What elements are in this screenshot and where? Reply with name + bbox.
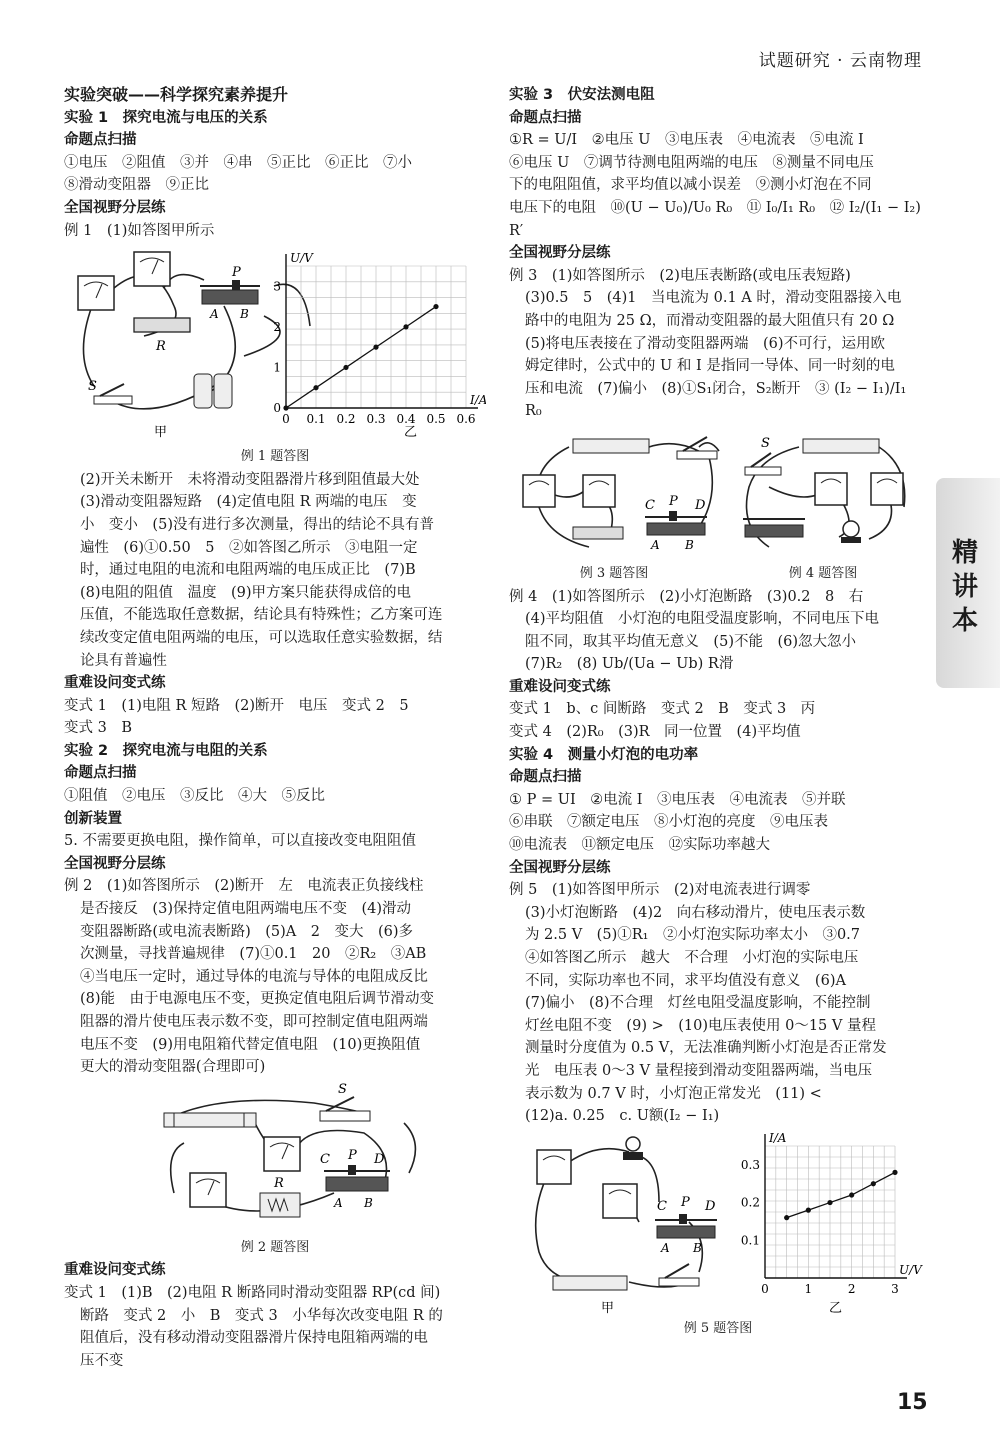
battery-icon	[164, 1113, 256, 1127]
ex2-answer-line: 次测量，寻找普遍规律 (7)①0.1 20 ②R₂ ③AB	[79, 946, 427, 963]
ex4-answer-line: (7)R₂ (8) Ub/(Ua − Ub) R滑	[524, 656, 734, 673]
variant-line: 变式 1 b、c 间断路 变式 2 B 变式 3 丙	[509, 701, 816, 718]
voltmeter-icon	[264, 1137, 300, 1171]
ex2-answer-line: 是否接反 (3)保持定值电阻两端电压不变 (4)滑动	[79, 901, 412, 918]
ex5-answer-line: 为 2.5 V (5)①R₁ ②小灯泡实际功率太小 ③0.7	[524, 927, 861, 944]
ex3-label-c: C	[645, 497, 655, 513]
x-tick-label: 0.1	[306, 412, 326, 427]
ex5-answer-line: 表示数为 0.7 V 时，小灯泡正常发光 (11) <	[524, 1085, 822, 1102]
y-tick-label: 3	[273, 279, 281, 294]
exp3-scan-line: ①R = U/I ②电压 U ③电压表 ④电流表 ⑤电流 I	[509, 132, 864, 149]
ex3-answers	[509, 265, 927, 423]
ex2-answer-line: (8)能 由于电源电压不变，更换定值电阻后调节滑动变	[79, 991, 434, 1008]
data-point	[343, 365, 348, 370]
x-tick-label: 0	[761, 1281, 769, 1296]
ex4-answer-line: (4)平均阻值 小灯泡的电阻受温度影响，不同电压下电	[524, 611, 879, 628]
data-point	[283, 406, 288, 411]
ex5-answer-line: 测量时分度值为 0.5 V，无法准确判断小灯泡是否正常发	[524, 1040, 887, 1057]
x-tick-label: 0.4	[396, 412, 416, 427]
exp2-layer-heading: 全国视野分层练	[64, 855, 166, 872]
right-column	[509, 84, 927, 1340]
left-column	[64, 84, 486, 1372]
y-tick-label: 1	[273, 360, 281, 375]
ex5-answer-line: (12)a. 0.25 c. U额(I₂ − I₁)	[524, 1108, 720, 1125]
rheostat-icon	[655, 1214, 717, 1238]
resistor-icon	[134, 318, 190, 332]
x-tick-label: 2	[847, 1281, 856, 1296]
exp3-scan-line: 下的电阻阻值，求平均值以减小误差 ⑨测小灯泡在不同	[509, 177, 872, 194]
ex5-answer-line: ④如答图乙所示 越大 不合理 小灯泡的实际电压	[524, 950, 859, 966]
ex1-circuit-and-graph	[64, 246, 486, 442]
ex2-answers	[64, 875, 486, 1078]
ex2-label-a: A	[334, 1195, 343, 1210]
ex3-label-a: A	[651, 537, 660, 552]
variant-line: 阻值后，没有移动滑动变阻器滑片保持电阻箱两端的电	[79, 1330, 428, 1347]
ex5-graph	[741, 1132, 923, 1296]
ex2-answer-line: 阻器的滑片使电压表示数不变，即可控制定值电阻两端	[79, 1014, 428, 1030]
y-axis-label: U/V	[290, 251, 313, 266]
ex5-label-d: D	[705, 1198, 716, 1214]
exp2-scan-heading: 命题点扫描	[64, 765, 137, 782]
ex3-ex4-captions	[509, 563, 927, 586]
figure-ex1	[64, 246, 486, 442]
ex4-label-s: S	[761, 435, 770, 451]
data-point	[892, 1170, 897, 1175]
exp1-scan-line: ①电压 ②阻值 ③并 ④串 ⑤正比 ⑥正比 ⑦小	[64, 154, 412, 171]
switch-icon	[659, 1264, 699, 1286]
ex5-answer-line: 灯丝电阻不变 (9) > (10)电压表使用 0～15 V 量程	[524, 1017, 876, 1034]
exp3-title: 实验 3 伏安法测电阻	[509, 87, 655, 103]
ex1-answer-line: 小 变小 (5)没有进行多次测量，得出的结论不具有普	[79, 516, 434, 533]
data-point	[849, 1192, 854, 1197]
ex5-caption: 例 5 题答图	[683, 1320, 753, 1336]
exp4-layer-heading: 全国视野分层练	[509, 859, 611, 876]
x-tick-label: 0.3	[366, 412, 386, 427]
innovation-heading: 创新装置	[64, 810, 122, 827]
exp1-scan-heading: 命题点扫描	[64, 132, 137, 149]
data-point	[433, 304, 438, 309]
rheostat-icon	[324, 1165, 390, 1191]
data-point	[373, 345, 378, 350]
voltmeter-icon	[134, 252, 170, 286]
ex2-answer-line: 电压不变 (9)用电阻箱代替定值电阻 (10)更换阻值	[79, 1036, 421, 1053]
hard-heading: 重难设问变式练	[64, 1262, 166, 1279]
variant-line: 压不变	[79, 1352, 124, 1369]
ex3-label-d: D	[695, 497, 706, 513]
exp1-layer-heading: 全国视野分层练	[64, 199, 166, 216]
ammeter-icon	[603, 1184, 637, 1218]
ex5-answers	[509, 879, 927, 1128]
ex5-label-p: P	[681, 1194, 690, 1210]
data-point	[403, 324, 408, 329]
exp3-layer-heading: 全国视野分层练	[509, 245, 611, 262]
resistor-icon	[260, 1193, 300, 1217]
y-tick-label: 0.2	[740, 1195, 760, 1210]
hard-heading: 重难设问变式练	[64, 675, 166, 692]
ex5-label-jia: 甲	[601, 1300, 615, 1314]
ex5-answer-line: (3)小灯泡断路 (4)2 向右移动滑片，使电压表示数	[524, 904, 866, 921]
ex2-caption: 例 2 题答图	[240, 1239, 310, 1255]
ex1-label-jia: 甲	[154, 425, 168, 441]
y-tick-label: 0.3	[740, 1157, 760, 1172]
x-tick-label: 0.5	[426, 412, 446, 427]
switch-icon	[94, 384, 132, 404]
ex3-answer-line: (5)将电压表接在了滑动变阻器两端 (6)不可行，运用欧	[524, 335, 886, 352]
ex3-answer-line: (3)0.5 5 (4)1 当电流为 0.1 A 时，滑动变阻器接入电	[524, 290, 902, 307]
y-axis-label: I/A	[769, 1131, 787, 1145]
rheostat-icon	[645, 511, 707, 535]
ex5-answer-line: 光 电压表 0～3 V 量程接到滑动变阻器两端，当电压	[524, 1062, 873, 1079]
ex3-ex4-circuits	[509, 427, 927, 559]
ex2-label-d: D	[374, 1151, 385, 1167]
ex1-label-s: S	[88, 379, 97, 395]
ex5-answer-line: 例 5 (1)如答图甲所示 (2)对电流表进行调零	[509, 882, 811, 899]
side-tab-label: 精讲本	[951, 538, 978, 636]
battery-icon	[803, 439, 879, 453]
y-tick-label: 2	[273, 320, 281, 335]
lamp-icon	[623, 1137, 643, 1160]
x-tick-label: 0.2	[336, 412, 356, 427]
voltmeter-icon	[871, 473, 903, 505]
ex5-label-c: C	[657, 1198, 667, 1214]
x-tick-label: 1	[804, 1281, 813, 1296]
exp2-scan-line: ①阻值 ②电压 ③反比 ④大 ⑤反比	[64, 788, 325, 805]
ex1-answer-line: (8)电阻的阻值 温度 (9)甲方案只能获得成倍的电	[79, 584, 412, 601]
ex4-answer-line: 例 4 (1)如答图所示 (2)小灯泡断路 (3)0.2 8 右	[509, 588, 864, 605]
ex2-label-b: B	[364, 1195, 373, 1210]
ex1-answer-line: 论具有普遍性	[79, 652, 167, 669]
voltmeter-icon	[523, 475, 555, 507]
ex3-answer-line: 路中的电阻为 25 Ω，而滑动变阻器的最大阻值只有 20 Ω	[524, 312, 895, 329]
ex1-label-yi: 乙	[404, 425, 418, 441]
ex2-label-r: R	[274, 1175, 284, 1191]
voltmeter-icon	[537, 1150, 571, 1184]
ex1-intro: 例 1 (1)如答图甲所示	[64, 222, 215, 239]
variant-line: 变式 1 (1)电阻 R 短路 (2)断开 电压 变式 2 5	[64, 697, 409, 714]
ex1-caption: 例 1 题答图	[240, 449, 310, 465]
exp4-scan-line: ① P = UI ②电流 I ③电压表 ④电流表 ⑤并联	[509, 791, 846, 808]
data-point	[827, 1200, 832, 1205]
data-point	[784, 1215, 789, 1220]
exp3-scan-line: 电压下的电阻 ⑩(U − U₀)/U₀ R₀ ⑪ I₀/I₁ R₀ ⑫ I₂/(I₁ − I₂) R′	[509, 199, 921, 239]
figure-ex5	[509, 1132, 927, 1314]
ex5-answer-line: 不同，实际功率也不同，求平均值没有意义 (6)A	[524, 972, 846, 989]
ex5-label-b: B	[693, 1240, 702, 1255]
exp3-scan-heading: 命题点扫描	[509, 109, 582, 126]
ex4-answers	[509, 586, 927, 676]
ex1-answer-line: 时，通过电阻的电流和电阻两端的电压成正比 (7)B	[79, 562, 416, 579]
x-axis-label: U/V	[899, 1262, 922, 1277]
switch-icon	[677, 437, 717, 459]
section-title: 实验突破——科学探究素养提升	[64, 85, 289, 104]
page-header: 试题研究 · 云南物理	[758, 51, 922, 71]
rheostat-icon	[200, 280, 260, 304]
hard-heading: 重难设问变式练	[509, 678, 611, 695]
ex3-answer-line: 例 3 (1)如答图所示 (2)电压表断路(或电压表短路)	[509, 267, 851, 284]
resistor-icon	[573, 527, 623, 539]
exp1-scan-line: ⑧滑动变阻器 ⑨正比	[64, 177, 209, 194]
exp4-scan-line: ⑩电流表 ⑪额定电压 ⑫实际功率越大	[509, 837, 770, 854]
x-tick-label: 0.6	[456, 412, 476, 427]
lamp-icon	[841, 521, 861, 543]
y-tick-label: 0.1	[740, 1233, 760, 1248]
ex5-answer-line: (7)偏小 (8)不合理 灯丝电阻受温度影响，不能控制	[524, 995, 871, 1012]
ex1-answer-line: 续改变定值电阻两端的电压，可以选取任意实验数据，结	[79, 629, 443, 646]
variant-line: 断路 变式 2 小 B 变式 3 小华每次改变电阻 R 的	[79, 1307, 443, 1324]
ammeter-icon	[583, 475, 615, 507]
ex1-label-r: R	[156, 339, 166, 355]
page-number: 15	[897, 1390, 928, 1415]
ex5-label-yi: 乙	[829, 1300, 843, 1314]
ex2-answer-line: 更大的滑动变阻器(合理即可)	[79, 1059, 266, 1076]
ex1-answers	[64, 469, 486, 672]
data-point	[871, 1181, 876, 1186]
variant-line: 变式 1 (1)B (2)电阻 R 断路同时滑动变阻器 RP(cd 间)	[64, 1284, 441, 1301]
data-point	[313, 385, 318, 390]
ex1-label-p: P	[232, 265, 241, 281]
figure-ex3-ex4	[509, 427, 927, 559]
variant-line: 变式 3 B	[64, 720, 132, 737]
ex4-answer-line: 阻不同，取其平均值无意义 (5)不能 (6)忽大忽小	[524, 633, 857, 650]
rheostat-icon	[743, 519, 805, 537]
exp1-title: 实验 1 探究电流与电压的关系	[64, 109, 268, 126]
ex3-answer-line: 姆定律时，公式中的 U 和 I 是指同一导体、同一时刻的电	[524, 358, 895, 375]
ex2-answer-line: 变阻器断路(或电流表断路) (5)A 2 变大 (6)多	[79, 923, 414, 940]
ex1-label-a: A	[210, 307, 219, 322]
ex3-label-p: P	[669, 493, 678, 509]
ex2-label-c: C	[320, 1151, 330, 1167]
ex1-label-b: B	[240, 307, 249, 322]
exp4-title: 实验 4 测量小灯泡的电功率	[509, 746, 699, 763]
variant-line: 变式 4 (2)R₀ (3)R 同一位置 (4)平均值	[509, 724, 801, 741]
exp2-title: 实验 2 探究电流与电阻的关系	[64, 742, 268, 759]
exp3-scan-line: ⑥电压 U ⑦调节待测电阻两端的电压 ⑧测量不同电压	[509, 154, 874, 171]
ex3-answer-line: 压和电流 (7)偏小 (8)①S₁闭合，S₂断开 ③ (I₂ − I₁)/I₁ R₀	[524, 380, 907, 420]
ex5-circuit-and-graph	[509, 1132, 927, 1314]
ex2-circuit	[64, 1083, 486, 1233]
x-tick-label: 0	[282, 412, 290, 427]
exp4-scan-heading: 命题点扫描	[509, 769, 582, 786]
side-tab	[936, 478, 1000, 688]
figure-ex2	[64, 1083, 486, 1233]
battery-icon	[194, 374, 232, 408]
y-tick-label: 0	[273, 401, 281, 416]
x-tick-label: 3	[891, 1281, 899, 1296]
ex1-graph	[273, 251, 486, 426]
exp4-scan-line: ⑥串联 ⑦额定电压 ⑧小灯泡的亮度 ⑨电压表	[509, 814, 828, 831]
ex5-label-a: A	[661, 1240, 670, 1255]
innovation-text: 5. 不需要更换电阻，操作简单，可以直接改变电阻阻值	[64, 833, 416, 850]
ex2-label-s: S	[338, 1082, 347, 1097]
ex1-answer-line: (2)开关未断开 未将滑动变阻器滑片移到阻值最大处	[79, 471, 420, 488]
ex3-caption: 例 3 题答图	[579, 565, 649, 581]
data-point	[806, 1207, 811, 1212]
ammeter-icon	[78, 276, 114, 310]
ex1-answer-line: 压值，不能选取任意数据，结论具有特殊性；乙方案可连	[79, 607, 443, 624]
ex2-label-p: P	[348, 1147, 357, 1163]
ammeter-icon	[190, 1173, 226, 1207]
battery-icon	[553, 1276, 627, 1290]
ex2-answer-line: ④当电压一定时，通过导体的电流与导体的电阻成反比	[79, 968, 428, 985]
ammeter-icon	[815, 473, 847, 505]
x-axis-label: I/A	[470, 393, 486, 408]
battery-icon	[573, 439, 649, 453]
ex1-answer-line: 遍性 (6)①0.50 5 ②如答图乙所示 ③电阻一定	[79, 539, 418, 556]
ex4-caption: 例 4 题答图	[788, 565, 858, 581]
ex3-label-b: B	[685, 537, 694, 552]
ex1-answer-line: (3)滑动变阻器短路 (4)定值电阻 R 两端的电压 变	[79, 494, 417, 511]
ex2-answer-line: 例 2 (1)如答图所示 (2)断开 左 电流表正负接线柱	[64, 878, 424, 895]
